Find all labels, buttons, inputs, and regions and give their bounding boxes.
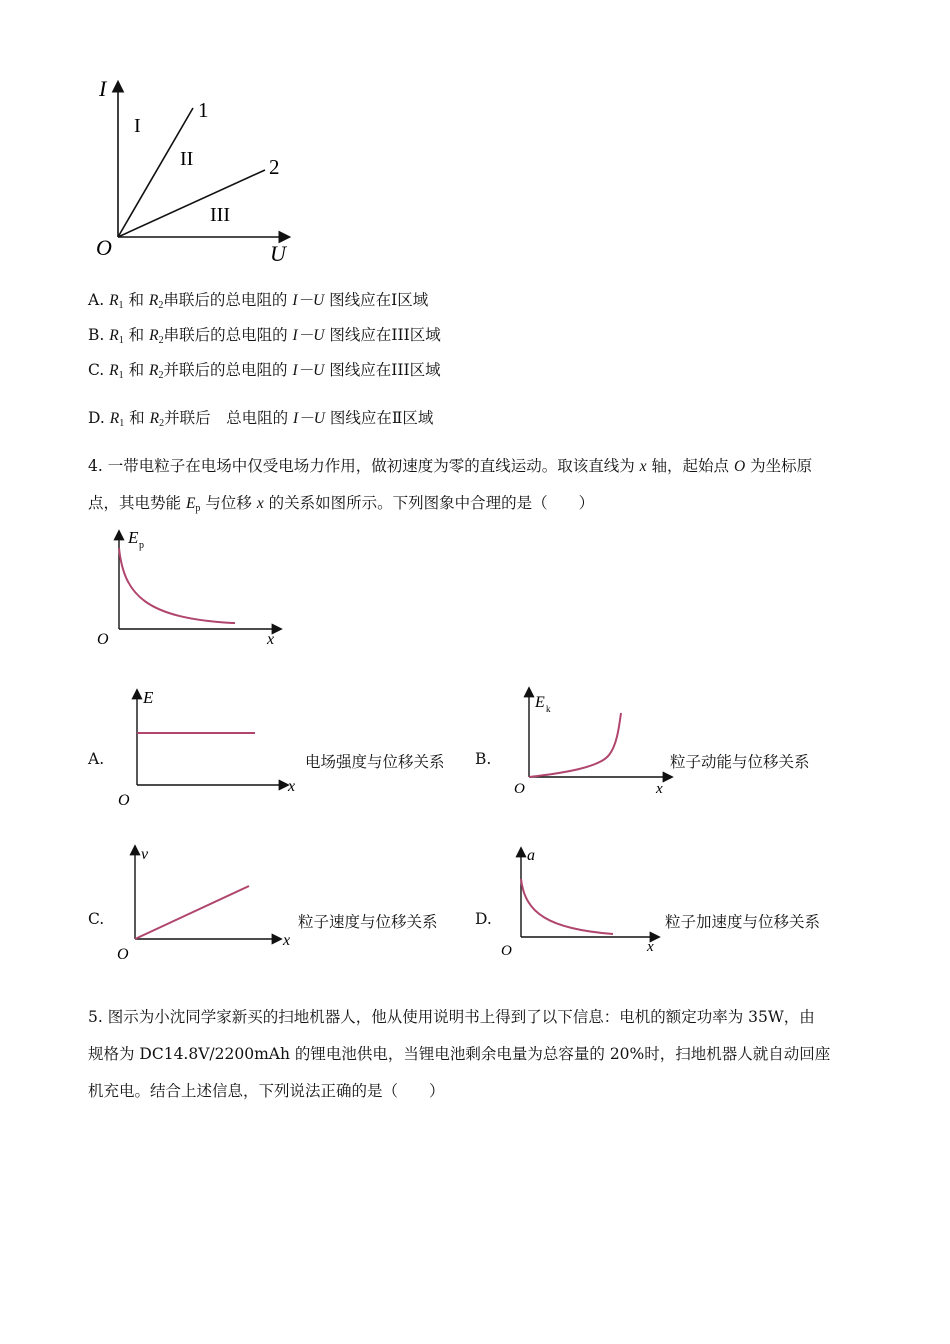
option-a-origin: O (118, 792, 130, 809)
q3-option-c: C. $R_1$ 和 $R_2$并联后的总电阻的 I－U 图线应在III区域 (88, 361, 441, 381)
q4-option-d-letter: D. (475, 910, 492, 928)
iu-line-2-label: 2 (269, 155, 280, 179)
ep-curve (119, 548, 235, 623)
q5-line-3: 机充电。结合上述信息，下列说法正确的是（ ） (88, 1082, 445, 1100)
q3-option-a: A. $R_1$ 和 $R_2$串联后的总电阻的 I－U 图线应在Ⅰ区域 (88, 291, 429, 311)
iu-region-3: III (210, 204, 230, 226)
q4-stem-line-1: 4. 一带电粒子在电场中仅受电场力作用，做初速度为零的直线运动。取该直线为 x 轴，起始点 O 为坐标原 (88, 457, 813, 475)
q4-option-a-caption: 电场强度与位移关系 (305, 753, 445, 771)
iu-region-2: II (180, 148, 194, 170)
q4-option-a-letter: A. (88, 750, 105, 768)
iu-line-1-label: 1 (198, 98, 209, 122)
q4-option-b-graph (505, 685, 677, 800)
option-d-curve (521, 879, 613, 934)
ep-y-label: E (128, 528, 139, 547)
option-c-origin: O (117, 946, 129, 963)
ep-origin: O (97, 631, 109, 648)
q5-line-1: 5. 图示为小沈同学家新买的扫地机器人，他从使用说明书上得到了以下信息：电机的额定功率为 35W，由 (88, 1008, 815, 1026)
q3-option-d: D. $R_1$ 和 $R_2$并联后 总电阻的 I－U 图线应在Ⅱ区域 (88, 409, 434, 429)
option-b-origin: O (514, 781, 525, 797)
iu-graph (90, 75, 300, 270)
iu-line-2 (118, 170, 265, 237)
iu-axis-i: I (99, 76, 107, 101)
q4-option-c-graph (112, 842, 302, 967)
ep-y-label-sub: p (139, 540, 144, 551)
ep-x-label: x (267, 631, 275, 648)
option-c-line (135, 886, 249, 939)
q5-line-2: 规格为 DC14.8V/2200mAh 的锂电池供电，当锂电池剩余电量为总容量的 20%时，扫地机器人就自动回座 (88, 1045, 831, 1063)
q4-option-c-caption: 粒子速度与位移关系 (298, 913, 438, 931)
option-c-y-label: v (141, 846, 149, 863)
ep-x-graph (92, 526, 292, 652)
iu-line-1 (118, 108, 193, 237)
iu-region-1: I (134, 115, 141, 137)
option-d-x-label: x (647, 939, 654, 955)
option-b-y-label: E (535, 694, 545, 711)
option-a-y-label: E (143, 688, 154, 707)
q4-option-a-graph (112, 683, 302, 811)
q4-option-d-graph (498, 843, 668, 963)
q4-option-b-letter: B. (475, 750, 492, 768)
option-b-curve (529, 713, 621, 777)
q4-stem-line-2: 点，其电势能 $E_p$ 与位移 x 的关系如图所示。下列图象中合理的是（ ） (88, 494, 595, 514)
q4-option-c-letter: C. (88, 910, 105, 928)
option-b-y-sub: k (546, 704, 551, 714)
q4-option-b-caption: 粒子动能与位移关系 (670, 753, 810, 771)
q3-option-b: B. $R_1$ 和 $R_2$串联后的总电阻的 I－U 图线应在III区域 (88, 326, 441, 346)
option-a-x-label: x (288, 778, 296, 795)
option-d-origin: O (501, 943, 512, 959)
option-c-x-label: x (283, 932, 291, 949)
iu-axis-u: U (270, 241, 286, 266)
option-d-y-label: a (527, 847, 535, 864)
iu-origin: O (96, 235, 112, 260)
option-b-x-label: x (656, 781, 663, 797)
q4-option-d-caption: 粒子加速度与位移关系 (665, 913, 821, 931)
